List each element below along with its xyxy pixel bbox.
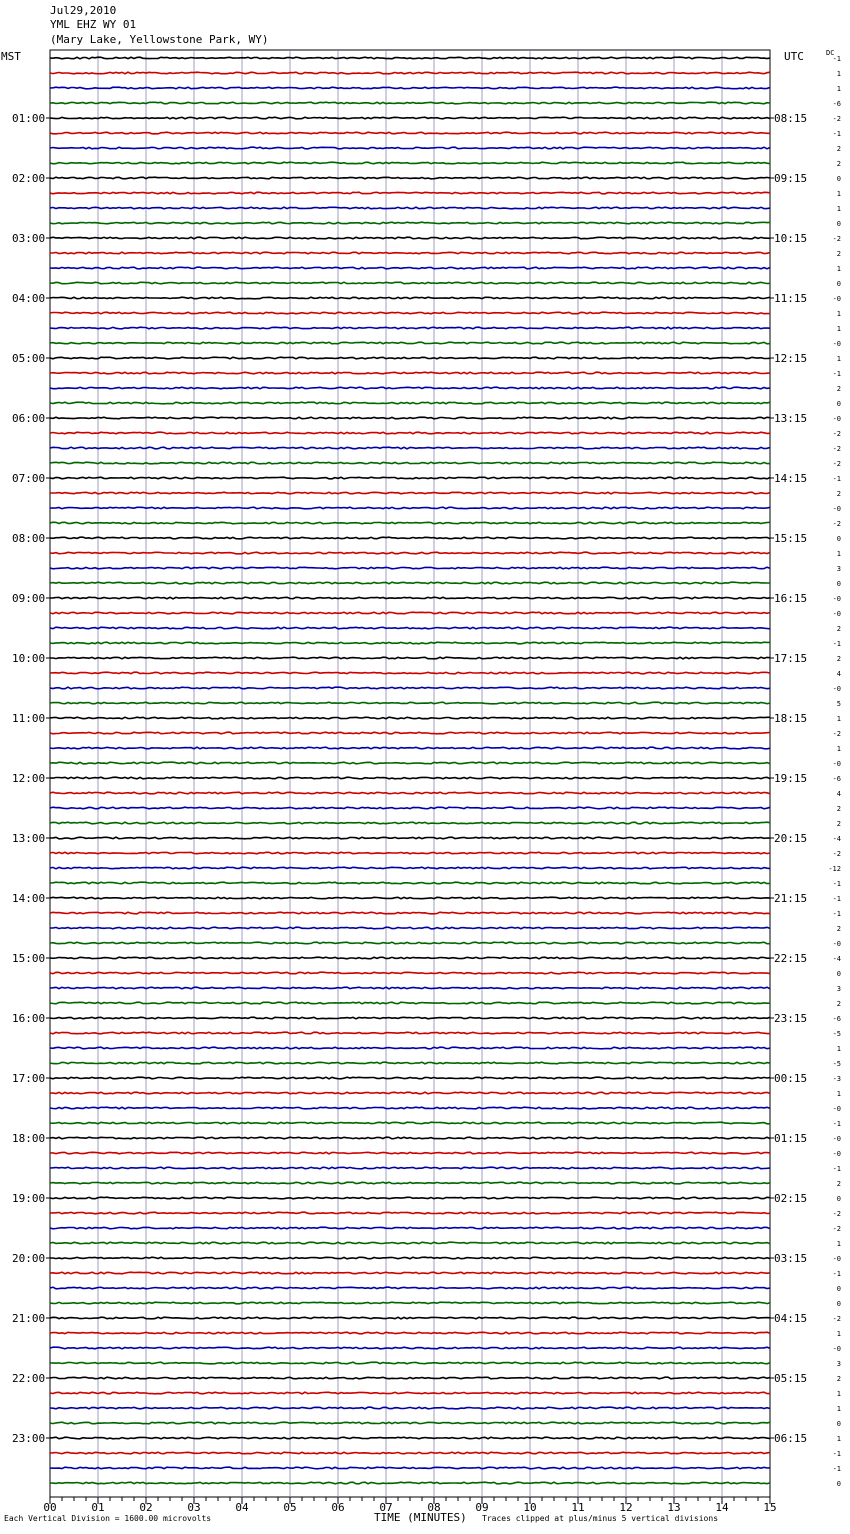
trace-row — [50, 1362, 770, 1364]
trace-row — [50, 222, 770, 224]
dc-offset-label: 0 — [836, 970, 841, 978]
trace-row — [50, 972, 770, 974]
dc-offset-label: -0 — [832, 940, 841, 948]
dc-offset-label: -2 — [832, 115, 841, 123]
mst-hour-label: 08:00 — [12, 532, 46, 545]
trace-row — [50, 1152, 770, 1154]
trace-row — [50, 1137, 770, 1139]
utc-hour-label: 01:15 — [774, 1132, 808, 1145]
x-tick-label: 13 — [667, 1501, 681, 1514]
trace-row — [50, 612, 770, 614]
dc-offset-label: 2 — [836, 1000, 841, 1008]
trace-row — [50, 1482, 770, 1484]
trace-row — [50, 1272, 770, 1274]
dc-offset-label: 2 — [836, 805, 841, 813]
dc-offset-label: 1 — [836, 1090, 841, 1098]
mst-hour-label: 15:00 — [12, 952, 46, 965]
trace-row — [50, 447, 770, 449]
dc-offset-label: -2 — [832, 1315, 841, 1323]
mst-hour-label: 12:00 — [12, 772, 46, 785]
dc-offset-label: -0 — [832, 295, 841, 303]
trace-row — [50, 507, 770, 509]
x-tick-label: 08 — [427, 1501, 441, 1514]
dc-offset-label: 1 — [836, 1405, 841, 1413]
x-axis-label: TIME (MINUTES) — [374, 1511, 467, 1524]
utc-hour-label: 21:15 — [774, 892, 808, 905]
dc-offset-label: -4 — [832, 955, 841, 963]
clipping-note: Traces clipped at plus/minus 5 vertical divisions — [482, 1514, 719, 1523]
mst-hour-label: 19:00 — [12, 1192, 46, 1205]
trace-row — [50, 747, 770, 749]
trace-row — [50, 1062, 770, 1064]
mst-hour-label: 13:00 — [12, 832, 46, 845]
dc-offset-label: 1 — [836, 325, 841, 333]
utc-hour-label: 08:15 — [774, 112, 808, 125]
mst-hour-label: 04:00 — [12, 292, 46, 305]
x-tick-label: 12 — [619, 1501, 633, 1514]
trace-row — [50, 882, 770, 884]
trace-row — [50, 477, 770, 479]
trace-row — [50, 1122, 770, 1124]
mst-hour-label: 11:00 — [12, 712, 46, 725]
trace-row — [50, 702, 770, 704]
dc-offset-label: -2 — [832, 460, 841, 468]
dc-offset-label: 1 — [836, 1435, 841, 1443]
utc-hour-label: 14:15 — [774, 472, 808, 485]
dc-offset-label: -0 — [832, 685, 841, 693]
trace-row — [50, 1227, 770, 1229]
trace-row — [50, 1452, 770, 1454]
dc-offset-label: 0 — [836, 535, 841, 543]
dc-offset-label: 3 — [836, 985, 841, 993]
dc-offset-label: 1 — [836, 85, 841, 93]
x-tick-label: 14 — [715, 1501, 729, 1514]
trace-row — [50, 852, 770, 854]
dc-offset-label: -0 — [832, 760, 841, 768]
x-tick-label: 11 — [571, 1501, 585, 1514]
trace-row — [50, 1182, 770, 1184]
dc-offset-label: -2 — [832, 850, 841, 858]
dc-offset-label: 1 — [836, 205, 841, 213]
trace-row — [50, 1032, 770, 1034]
trace-row — [50, 927, 770, 929]
trace-row — [50, 837, 770, 839]
dc-offset-label: 2 — [836, 160, 841, 168]
dc-offset-label: -1 — [832, 130, 841, 138]
dc-offset-label: 0 — [836, 220, 841, 228]
mst-hour-label: 03:00 — [12, 232, 46, 245]
dc-offset-label: -3 — [832, 1075, 841, 1083]
dc-offset-label: -4 — [832, 835, 841, 843]
utc-hour-label: 05:15 — [774, 1372, 808, 1385]
utc-hour-label: 04:15 — [774, 1312, 808, 1325]
trace-row — [50, 297, 770, 299]
trace-row — [50, 462, 770, 464]
x-tick-label: 04 — [235, 1501, 249, 1514]
trace-row — [50, 522, 770, 524]
trace-row — [50, 57, 770, 59]
trace-row — [50, 282, 770, 284]
dc-offset-label: -0 — [832, 1345, 841, 1353]
dc-offset-label: 0 — [836, 1195, 841, 1203]
dc-offset-label: -0 — [832, 610, 841, 618]
trace-row — [50, 717, 770, 719]
dc-offset-label: -1 — [832, 55, 841, 63]
trace-row — [50, 192, 770, 194]
utc-hour-label: 22:15 — [774, 952, 808, 965]
trace-row — [50, 1392, 770, 1394]
dc-offset-label: -0 — [832, 415, 841, 423]
mst-hour-label: 16:00 — [12, 1012, 46, 1025]
dc-offset-label: 1 — [836, 1045, 841, 1053]
left-timezone-label: MST — [1, 50, 21, 63]
x-tick-label: 09 — [475, 1501, 489, 1514]
x-tick-label: 01 — [91, 1501, 105, 1514]
x-tick-label: 10 — [523, 1501, 537, 1514]
dc-offset-label: 1 — [836, 1240, 841, 1248]
mst-hour-label: 20:00 — [12, 1252, 46, 1265]
trace-row — [50, 552, 770, 554]
trace-row — [50, 1212, 770, 1214]
x-tick-label: 05 — [283, 1501, 297, 1514]
dc-offset-label: -1 — [832, 880, 841, 888]
dc-offset-label: -0 — [832, 1255, 841, 1263]
dc-offset-header: DC — [826, 49, 835, 57]
utc-hour-label: 15:15 — [774, 532, 808, 545]
utc-hour-label: 16:15 — [774, 592, 808, 605]
trace-row — [50, 1347, 770, 1349]
trace-row — [50, 732, 770, 734]
mst-hour-label: 21:00 — [12, 1312, 46, 1325]
trace-row — [50, 1107, 770, 1109]
x-tick-label: 02 — [139, 1501, 153, 1514]
trace-row — [50, 177, 770, 179]
trace-row — [50, 417, 770, 419]
dc-offset-label: -6 — [832, 1015, 841, 1023]
dc-offset-label: 0 — [836, 580, 841, 588]
dc-offset-label: 2 — [836, 145, 841, 153]
trace-row — [50, 582, 770, 584]
dc-offset-label: 1 — [836, 550, 841, 558]
trace-row — [50, 357, 770, 359]
trace-row — [50, 762, 770, 764]
mst-hour-label: 18:00 — [12, 1132, 46, 1145]
trace-row — [50, 237, 770, 239]
dc-offset-label: 2 — [836, 1180, 841, 1188]
trace-row — [50, 372, 770, 374]
trace-row — [50, 387, 770, 389]
dc-offset-label: 1 — [836, 355, 841, 363]
trace-row — [50, 87, 770, 89]
utc-hour-label: 10:15 — [774, 232, 808, 245]
dc-offset-label: 5 — [836, 700, 841, 708]
dc-offset-label: -6 — [832, 775, 841, 783]
dc-offset-label: -6 — [832, 100, 841, 108]
dc-offset-label: 1 — [836, 190, 841, 198]
dc-offset-label: -1 — [832, 1270, 841, 1278]
trace-row — [50, 207, 770, 209]
utc-hour-label: 03:15 — [774, 1252, 808, 1265]
dc-offset-label: 3 — [836, 1360, 841, 1368]
trace-row — [50, 942, 770, 944]
trace-row — [50, 597, 770, 599]
mst-hour-label: 07:00 — [12, 472, 46, 485]
utc-hour-label: 17:15 — [774, 652, 808, 665]
trace-row — [50, 672, 770, 674]
mst-hour-label: 14:00 — [12, 892, 46, 905]
dc-offset-label: 1 — [836, 745, 841, 753]
trace-row — [50, 1242, 770, 1244]
dc-offset-label: -0 — [832, 1150, 841, 1158]
dc-offset-label: 0 — [836, 175, 841, 183]
trace-row — [50, 342, 770, 344]
trace-row — [50, 642, 770, 644]
trace-row — [50, 1017, 770, 1019]
utc-hour-label: 09:15 — [774, 172, 808, 185]
dc-offset-label: -1 — [832, 640, 841, 648]
dc-offset-label: -1 — [832, 1120, 841, 1128]
dc-offset-label: 0 — [836, 280, 841, 288]
dc-offset-label: -0 — [832, 595, 841, 603]
dc-offset-label: 1 — [836, 265, 841, 273]
dc-offset-label: -1 — [832, 1165, 841, 1173]
dc-offset-label: 4 — [836, 790, 841, 798]
trace-row — [50, 1002, 770, 1004]
trace-row — [50, 1197, 770, 1199]
mst-hour-label: 10:00 — [12, 652, 46, 665]
dc-offset-label: -2 — [832, 730, 841, 738]
trace-row — [50, 822, 770, 824]
dc-offset-label: 1 — [836, 70, 841, 78]
dc-offset-label: 1 — [836, 715, 841, 723]
trace-row — [50, 312, 770, 314]
trace-row — [50, 657, 770, 659]
dc-offset-label: 0 — [836, 1300, 841, 1308]
dc-offset-label: -2 — [832, 235, 841, 243]
dc-offset-label: -1 — [832, 895, 841, 903]
utc-hour-label: 12:15 — [774, 352, 808, 365]
trace-row — [50, 1092, 770, 1094]
dc-offset-label: 0 — [836, 1285, 841, 1293]
mst-hour-label: 09:00 — [12, 592, 46, 605]
dc-offset-label: -0 — [832, 1135, 841, 1143]
trace-row — [50, 1422, 770, 1424]
mst-hour-label: 02:00 — [12, 172, 46, 185]
utc-hour-label: 19:15 — [774, 772, 808, 785]
trace-row — [50, 162, 770, 164]
trace-row — [50, 567, 770, 569]
trace-row — [50, 777, 770, 779]
utc-hour-label: 13:15 — [774, 412, 808, 425]
dc-offset-label: -1 — [832, 910, 841, 918]
trace-row — [50, 987, 770, 989]
trace-row — [50, 72, 770, 74]
dc-offset-label: -0 — [832, 340, 841, 348]
right-timezone-label: UTC — [784, 50, 804, 63]
trace-row — [50, 1047, 770, 1049]
station-name: YML EHZ WY 01 — [50, 18, 137, 31]
utc-hour-label: 20:15 — [774, 832, 808, 845]
trace-row — [50, 102, 770, 104]
trace-row — [50, 912, 770, 914]
trace-row — [50, 1257, 770, 1259]
trace-row — [50, 867, 770, 869]
trace-row — [50, 147, 770, 149]
dc-offset-label: -0 — [832, 1105, 841, 1113]
dc-offset-label: 1 — [836, 310, 841, 318]
dc-offset-label: 2 — [836, 385, 841, 393]
utc-hour-label: 00:15 — [774, 1072, 808, 1085]
trace-row — [50, 1287, 770, 1289]
dc-offset-label: -5 — [832, 1060, 841, 1068]
trace-row — [50, 492, 770, 494]
vertical-scale-note: Each Vertical Division = 1600.00 microvolts — [4, 1514, 212, 1523]
dc-offset-label: 0 — [836, 400, 841, 408]
trace-row — [50, 537, 770, 539]
dc-offset-label: 1 — [836, 1330, 841, 1338]
trace-row — [50, 1302, 770, 1304]
dc-offset-label: 3 — [836, 565, 841, 573]
x-tick-label: 00 — [43, 1501, 57, 1514]
trace-row — [50, 1332, 770, 1334]
dc-offset-label: -2 — [832, 430, 841, 438]
dc-offset-label: 2 — [836, 925, 841, 933]
trace-row — [50, 1317, 770, 1319]
dc-offset-label: -2 — [832, 520, 841, 528]
dc-offset-label: 0 — [836, 1480, 841, 1488]
mst-hour-label: 22:00 — [12, 1372, 46, 1385]
trace-row — [50, 1077, 770, 1079]
dc-offset-label: 2 — [836, 490, 841, 498]
mst-hour-label: 06:00 — [12, 412, 46, 425]
dc-offset-label: -2 — [832, 1225, 841, 1233]
trace-row — [50, 132, 770, 134]
trace-row — [50, 1407, 770, 1409]
dc-offset-label: -1 — [832, 1450, 841, 1458]
mst-hour-label: 17:00 — [12, 1072, 46, 1085]
trace-row — [50, 897, 770, 899]
trace-row — [50, 1377, 770, 1379]
dc-offset-label: 2 — [836, 655, 841, 663]
trace-row — [50, 327, 770, 329]
utc-hour-label: 02:15 — [774, 1192, 808, 1205]
trace-row — [50, 687, 770, 689]
trace-row — [50, 117, 770, 119]
x-tick-label: 07 — [379, 1501, 393, 1514]
x-tick-label: 06 — [331, 1501, 345, 1514]
chart-date: Jul29,2010 — [50, 4, 117, 17]
trace-row — [50, 792, 770, 794]
trace-row — [50, 267, 770, 269]
dc-offset-label: 2 — [836, 625, 841, 633]
trace-row — [50, 807, 770, 809]
dc-offset-label: 4 — [836, 670, 841, 678]
trace-row — [50, 402, 770, 404]
trace-row — [50, 1167, 770, 1169]
utc-hour-label: 06:15 — [774, 1432, 808, 1445]
dc-offset-label: -1 — [832, 475, 841, 483]
utc-hour-label: 23:15 — [774, 1012, 808, 1025]
station-location: (Mary Lake, Yellowstone Park, WY) — [50, 33, 269, 46]
dc-offset-label: -12 — [828, 865, 841, 873]
mst-hour-label: 23:00 — [12, 1432, 46, 1445]
trace-row — [50, 252, 770, 254]
dc-offset-label: -2 — [832, 445, 841, 453]
dc-offset-label: -0 — [832, 505, 841, 513]
x-tick-label: 15 — [763, 1501, 777, 1514]
dc-offset-label: 2 — [836, 1375, 841, 1383]
utc-hour-label: 11:15 — [774, 292, 808, 305]
trace-row — [50, 627, 770, 629]
trace-row — [50, 432, 770, 434]
utc-hour-label: 18:15 — [774, 712, 808, 725]
mst-hour-label: 01:00 — [12, 112, 46, 125]
trace-row — [50, 957, 770, 959]
dc-offset-label: 0 — [836, 1420, 841, 1428]
dc-offset-label: 2 — [836, 250, 841, 258]
mst-hour-label: 05:00 — [12, 352, 46, 365]
dc-offset-label: -1 — [832, 370, 841, 378]
trace-row — [50, 1437, 770, 1439]
dc-offset-label: -2 — [832, 1210, 841, 1218]
dc-offset-label: 1 — [836, 1390, 841, 1398]
x-tick-label: 03 — [187, 1501, 201, 1514]
dc-offset-label: -1 — [832, 1465, 841, 1473]
trace-row — [50, 1467, 770, 1469]
dc-offset-label: -5 — [832, 1030, 841, 1038]
dc-offset-label: 2 — [836, 820, 841, 828]
